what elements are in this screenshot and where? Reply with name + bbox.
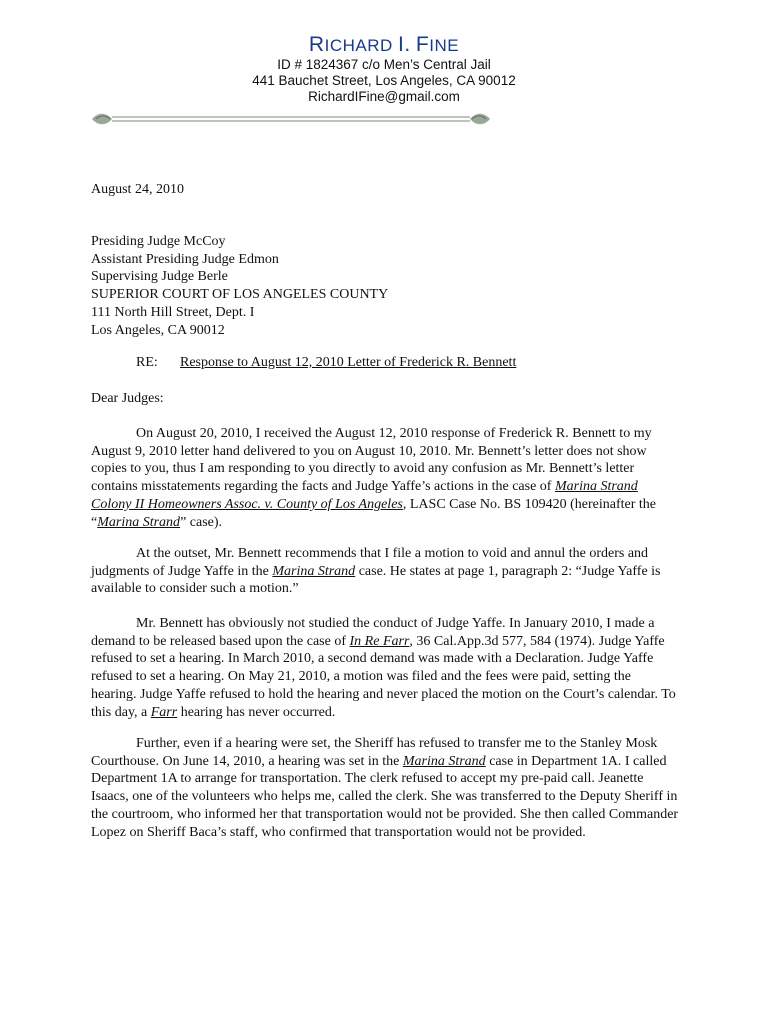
subject-line bbox=[91, 354, 679, 372]
text-run: , 36 Cal.App.3d 577, 584 (1974). Judge Yaffe refused to set a hearing. In March 2010, a second demand was made with a Declaration. Judge Yaffe refused to set a hearing. On May 21, 2010, a motion was filed and the fees were paid, setting the hearing. Judge Yaffe refused to hold the hearing and never placed the motion on the Court’s calendar. To this day, a bbox=[91, 633, 676, 720]
text-run: hearing has never occurred. bbox=[177, 704, 336, 720]
recipient-line: Presiding Judge McCoy bbox=[91, 234, 226, 249]
name-part: INE bbox=[429, 36, 460, 55]
letter-date: August 24, 2010 bbox=[91, 182, 184, 197]
recipient-line: Los Angeles, CA 90012 bbox=[91, 322, 225, 338]
name-initial: I. bbox=[398, 33, 411, 56]
case-citation: In Re Farr bbox=[349, 633, 410, 649]
case-citation: Marina Strand bbox=[402, 753, 486, 769]
text-run: case in Department 1A. I called Department 1A to arrange for transportation. The clerk refused to accept my pre-paid call. Jeanette Isaacs, one of the volunteers who helps me, called the clerk. She was transferred to the Deputy Sheriff in the courtroom, who informed her that transportation would not be provided. She then called Commander Lopez on Sheriff Baca’s staff, who confirmed that transportation would not be provided. bbox=[91, 753, 679, 840]
text-run: , LASC Case No. BS 109420 (hereinafter the “ bbox=[91, 496, 656, 530]
text-run: On August 20, 2010, I received the August 12, 2010 response of Frederick R. Bennett to my August 9, 2010 letter hand delivered to you on August 10, 2010. Mr. Bennett’s letter does not show copies to you, thus I am responding to you directly to avoid any confusion as Mr. Bennett’s letter contains misstatements regarding the facts and Judge Yaffe’s actions in the case of bbox=[91, 426, 652, 495]
case-citation: Marina Strand bbox=[97, 514, 181, 530]
sender-id-line: ID # 1824367 c/o Men’s Central Jail bbox=[277, 57, 491, 72]
text-run: case. He states at page 1, paragraph 2: “Judge Yaffe is available to consider such a motion.” bbox=[91, 563, 661, 597]
sender-email: RichardIFine@gmail.com bbox=[308, 89, 460, 104]
name-initial: F bbox=[415, 33, 430, 56]
letterhead bbox=[0, 34, 768, 105]
re-subject: Response to August 12, 2010 Letter of Frederick R. Bennett bbox=[180, 355, 517, 370]
text-run: Further, even if a hearing were set, the Sheriff has refused to transfer me to the Stanley Mosk Courthouse. On June 14, 2010, a hearing was set in the bbox=[91, 736, 658, 769]
recipient-line: SUPERIOR COURT OF LOS ANGELES COUNTY bbox=[91, 287, 389, 303]
case-citation: Marina Strand bbox=[272, 563, 356, 579]
sender-name bbox=[0, 34, 768, 57]
case-citation: Marina Strand Colony II Homeowners Assoc. v. County of Los Angeles bbox=[91, 479, 638, 512]
recipient-line: 111 North Hill Street, Dept. I bbox=[91, 304, 255, 320]
paragraph-3 bbox=[91, 615, 679, 721]
text-run: At the outset, Mr. Bennett recommends that I file a motion to void and annul the orders and judgments of Judge Yaffe in the bbox=[91, 546, 649, 579]
text-run: Mr. Bennett has obviously not studied the conduct of Judge Yaffe. In January 2010, I made a demand to be released based upon the case of bbox=[91, 616, 655, 649]
paragraph-4 bbox=[91, 735, 679, 841]
re-label: RE: bbox=[136, 355, 158, 370]
letterhead-flourish bbox=[90, 110, 492, 128]
text-run: ” case). bbox=[180, 514, 223, 530]
recipient-line: Assistant Presiding Judge Edmon bbox=[91, 251, 279, 267]
case-citation: Farr bbox=[150, 704, 178, 720]
name-part: ICHARD bbox=[324, 36, 393, 55]
sender-address-line: 441 Bauchet Street, Los Angeles, CA 90012 bbox=[252, 73, 516, 88]
salutation: Dear Judges: bbox=[91, 391, 164, 406]
name-initial: R bbox=[308, 33, 325, 56]
paragraph-2 bbox=[91, 545, 679, 598]
recipient-line: Supervising Judge Berle bbox=[91, 269, 228, 285]
recipient-address bbox=[91, 233, 679, 339]
paragraph-1 bbox=[91, 425, 679, 531]
